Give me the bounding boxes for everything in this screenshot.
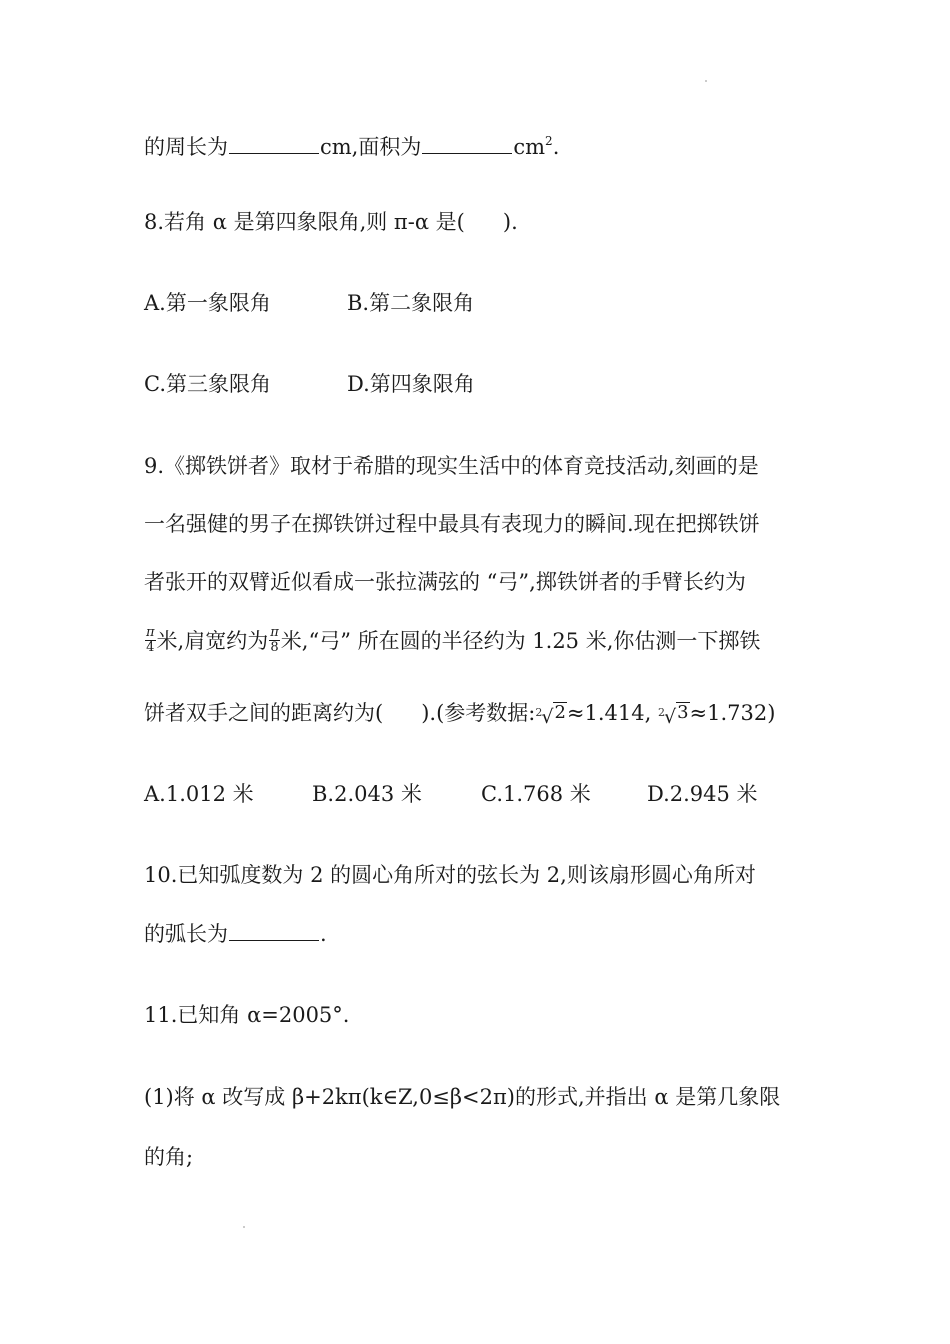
question-9-options [144, 779, 870, 809]
text: ≈1.732) [689, 701, 776, 725]
text: 米,肩宽约为 [156, 629, 269, 653]
denominator: 8 [270, 640, 279, 655]
previous-question-continuation [144, 126, 870, 162]
question-8-stem [144, 207, 870, 237]
question-10-line-2 [144, 919, 870, 949]
question-9-line-2: 一名强健的男子在掷铁饼过程中最具有表现力的瞬间.现在把掷铁饼 [144, 512, 760, 536]
question-8-options-row2 [144, 369, 870, 399]
question-11-stem: 11.已知角 α=2005°. [144, 1003, 350, 1027]
numerator: π [146, 625, 155, 640]
numerator: π [270, 625, 279, 640]
speck-mark [705, 80, 707, 82]
text: 的弧长为 [144, 922, 228, 946]
text: . [320, 922, 327, 946]
option-c: C.第三象限角 [144, 372, 271, 396]
text: 饼者双手之间的距离约为( [144, 701, 384, 725]
question-8-options-row1 [144, 288, 870, 318]
unit-text: cm [513, 135, 546, 159]
question-9-line-4 [144, 626, 870, 657]
option-a: A.1.012 米 [144, 782, 254, 806]
square-root-3 [658, 702, 690, 732]
option-c: C.1.768 米 [481, 782, 591, 806]
text: 米,“弓” 所在圆的半径约为 1.25 米,你估测一下掷铁 [280, 629, 761, 653]
text: ≈1.414, [566, 701, 652, 725]
text: 8.若角 α 是第四象限角,则 π-α 是( [144, 210, 465, 234]
option-d: D.2.945 米 [647, 782, 758, 806]
question-11-part-1-line-2: 的角; [144, 1145, 194, 1169]
text: ). [502, 210, 518, 234]
square-root-2 [535, 702, 567, 732]
root-index: 2 [535, 706, 543, 719]
question-9-line-1: 9.《掷铁饼者》取材于希腊的现实生活中的体育竞技活动,刻画的是 [144, 454, 759, 478]
option-b: B.2.043 米 [312, 782, 422, 806]
fraction-pi-over-8 [269, 626, 280, 655]
question-10-line-1: 10.已知弧度数为 2 的圆心角所对的弦长为 2,则该扇形圆心角所对 [144, 863, 756, 887]
fraction-pi-over-4 [145, 626, 156, 655]
radical-sign: √ [541, 706, 554, 728]
option-b: B.第二象限角 [347, 291, 475, 315]
answer-blank-area [422, 135, 512, 154]
answer-blank-perimeter [229, 135, 319, 154]
radicand: 2 [554, 702, 566, 723]
radical-sign: √ [663, 706, 677, 728]
text: ).(参考数据: [421, 701, 536, 725]
speck-mark [243, 1226, 245, 1228]
text: 的周长为 [144, 135, 228, 159]
question-9-line-5 [144, 698, 870, 732]
text: cm,面积为 [320, 135, 422, 159]
option-a: A.第一象限角 [144, 291, 271, 315]
denominator: 4 [146, 640, 155, 655]
superscript: 2 [545, 134, 553, 148]
question-9-line-3: 者张开的双臂近似看成一张拉满弦的 “弓”,掷铁饼者的手臂长约为 [144, 570, 746, 594]
radicand: 3 [677, 702, 689, 723]
root-index: 2 [657, 706, 665, 719]
question-11-part-1-line-1: (1)将 α 改写成 β+2kπ(k∈Z,0≤β<2π)的形式,并指出 α 是第几象限 [144, 1085, 781, 1109]
answer-blank-arc-length [229, 922, 319, 941]
option-d: D.第四象限角 [347, 372, 475, 396]
text: . [552, 135, 560, 159]
